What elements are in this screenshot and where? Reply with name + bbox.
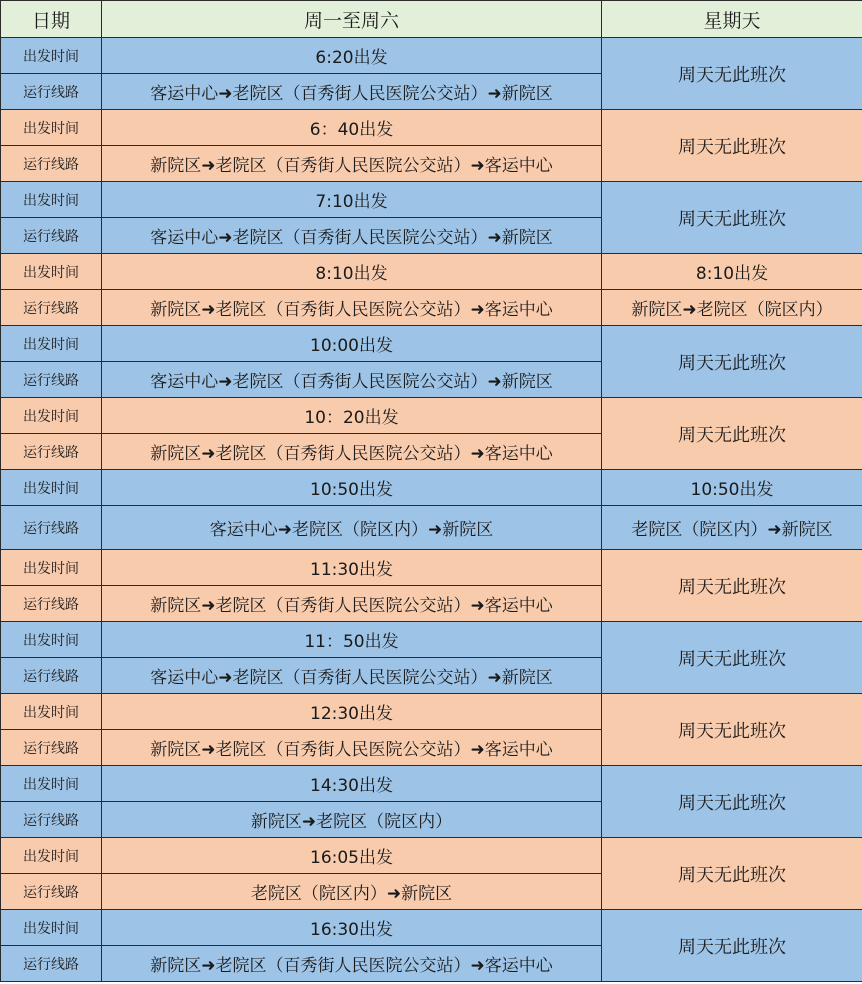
depart-time-label: 出发时间 — [1, 550, 102, 586]
trip-time-row — [1, 254, 862, 290]
weekday-route: 新院区➜老院区（百秀街人民医院公交站）➜客运中心 — [102, 290, 602, 326]
weekday-depart-time: 10:00出发 — [102, 326, 602, 362]
trip-time-row — [1, 182, 862, 218]
trip-time-row — [1, 398, 862, 434]
weekday-depart-time: 14:30出发 — [102, 766, 602, 802]
route-label: 运行线路 — [1, 218, 102, 254]
weekday-depart-time: 8:10出发 — [102, 254, 602, 290]
trip-time-row — [1, 550, 862, 586]
route-label: 运行线路 — [1, 730, 102, 766]
sunday-no-service: 周天无此班次 — [602, 838, 862, 910]
depart-time-label: 出发时间 — [1, 910, 102, 946]
header-sunday: 星期天 — [602, 1, 862, 38]
trip-time-row — [1, 622, 862, 658]
depart-time-label: 出发时间 — [1, 838, 102, 874]
weekday-depart-time: 7:10出发 — [102, 182, 602, 218]
weekday-depart-time: 11:30出发 — [102, 550, 602, 586]
depart-time-label: 出发时间 — [1, 182, 102, 218]
depart-time-label: 出发时间 — [1, 694, 102, 730]
header-row — [1, 1, 862, 38]
depart-time-label: 出发时间 — [1, 398, 102, 434]
route-label: 运行线路 — [1, 874, 102, 910]
trip-time-row — [1, 470, 862, 506]
depart-time-label: 出发时间 — [1, 622, 102, 658]
depart-time-label: 出发时间 — [1, 110, 102, 146]
weekday-route: 新院区➜老院区（院区内） — [102, 802, 602, 838]
weekday-route: 客运中心➜老院区（百秀街人民医院公交站）➜新院区 — [102, 218, 602, 254]
weekday-depart-time: 6：40出发 — [102, 110, 602, 146]
depart-time-label: 出发时间 — [1, 38, 102, 74]
trip-time-row — [1, 110, 862, 146]
route-label: 运行线路 — [1, 146, 102, 182]
sunday-no-service: 周天无此班次 — [602, 550, 862, 622]
sunday-no-service: 周天无此班次 — [602, 38, 862, 110]
sunday-no-service: 周天无此班次 — [602, 110, 862, 182]
trip-time-row — [1, 838, 862, 874]
route-label: 运行线路 — [1, 946, 102, 982]
depart-time-label: 出发时间 — [1, 766, 102, 802]
weekday-route: 新院区➜老院区（百秀街人民医院公交站）➜客运中心 — [102, 730, 602, 766]
weekday-depart-time: 16:30出发 — [102, 910, 602, 946]
sunday-no-service: 周天无此班次 — [602, 182, 862, 254]
weekday-depart-time: 10：20出发 — [102, 398, 602, 434]
depart-time-label: 出发时间 — [1, 470, 102, 506]
schedule-body — [1, 38, 862, 982]
weekday-route: 客运中心➜老院区（百秀街人民医院公交站）➜新院区 — [102, 658, 602, 694]
weekday-depart-time: 12:30出发 — [102, 694, 602, 730]
route-label: 运行线路 — [1, 658, 102, 694]
weekday-route: 新院区➜老院区（百秀街人民医院公交站）➜客运中心 — [102, 946, 602, 982]
trip-route-row — [1, 290, 862, 326]
sunday-depart-time: 10:50出发 — [602, 470, 862, 506]
weekday-route: 新院区➜老院区（百秀街人民医院公交站）➜客运中心 — [102, 586, 602, 622]
trip-time-row — [1, 910, 862, 946]
weekday-depart-time: 6:20出发 — [102, 38, 602, 74]
weekday-route: 客运中心➜老院区（院区内）➜新院区 — [102, 506, 602, 550]
sunday-depart-time: 8:10出发 — [602, 254, 862, 290]
weekday-route: 老院区（院区内）➜新院区 — [102, 874, 602, 910]
route-label: 运行线路 — [1, 362, 102, 398]
trip-time-row — [1, 694, 862, 730]
route-label: 运行线路 — [1, 802, 102, 838]
sunday-no-service: 周天无此班次 — [602, 910, 862, 982]
header-weekday: 周一至周六 — [102, 1, 602, 38]
weekday-depart-time: 11：50出发 — [102, 622, 602, 658]
weekday-depart-time: 16:05出发 — [102, 838, 602, 874]
depart-time-label: 出发时间 — [1, 254, 102, 290]
weekday-route: 客运中心➜老院区（百秀街人民医院公交站）➜新院区 — [102, 362, 602, 398]
sunday-route: 老院区（院区内）➜新院区 — [602, 506, 862, 550]
depart-time-label: 出发时间 — [1, 326, 102, 362]
route-label: 运行线路 — [1, 74, 102, 110]
sunday-no-service: 周天无此班次 — [602, 694, 862, 766]
header-date: 日期 — [1, 1, 102, 38]
sunday-no-service: 周天无此班次 — [602, 622, 862, 694]
route-label: 运行线路 — [1, 586, 102, 622]
weekday-route: 新院区➜老院区（百秀街人民医院公交站）➜客运中心 — [102, 434, 602, 470]
trip-time-row — [1, 766, 862, 802]
sunday-no-service: 周天无此班次 — [602, 398, 862, 470]
trip-time-row — [1, 326, 862, 362]
route-label: 运行线路 — [1, 506, 102, 550]
route-label: 运行线路 — [1, 434, 102, 470]
weekday-route: 新院区➜老院区（百秀街人民医院公交站）➜客运中心 — [102, 146, 602, 182]
sunday-no-service: 周天无此班次 — [602, 766, 862, 838]
weekday-route: 客运中心➜老院区（百秀街人民医院公交站）➜新院区 — [102, 74, 602, 110]
trip-route-row — [1, 506, 862, 550]
route-label: 运行线路 — [1, 290, 102, 326]
weekday-depart-time: 10:50出发 — [102, 470, 602, 506]
trip-time-row — [1, 38, 862, 74]
sunday-no-service: 周天无此班次 — [602, 326, 862, 398]
sunday-route: 新院区➜老院区（院区内） — [602, 290, 862, 326]
